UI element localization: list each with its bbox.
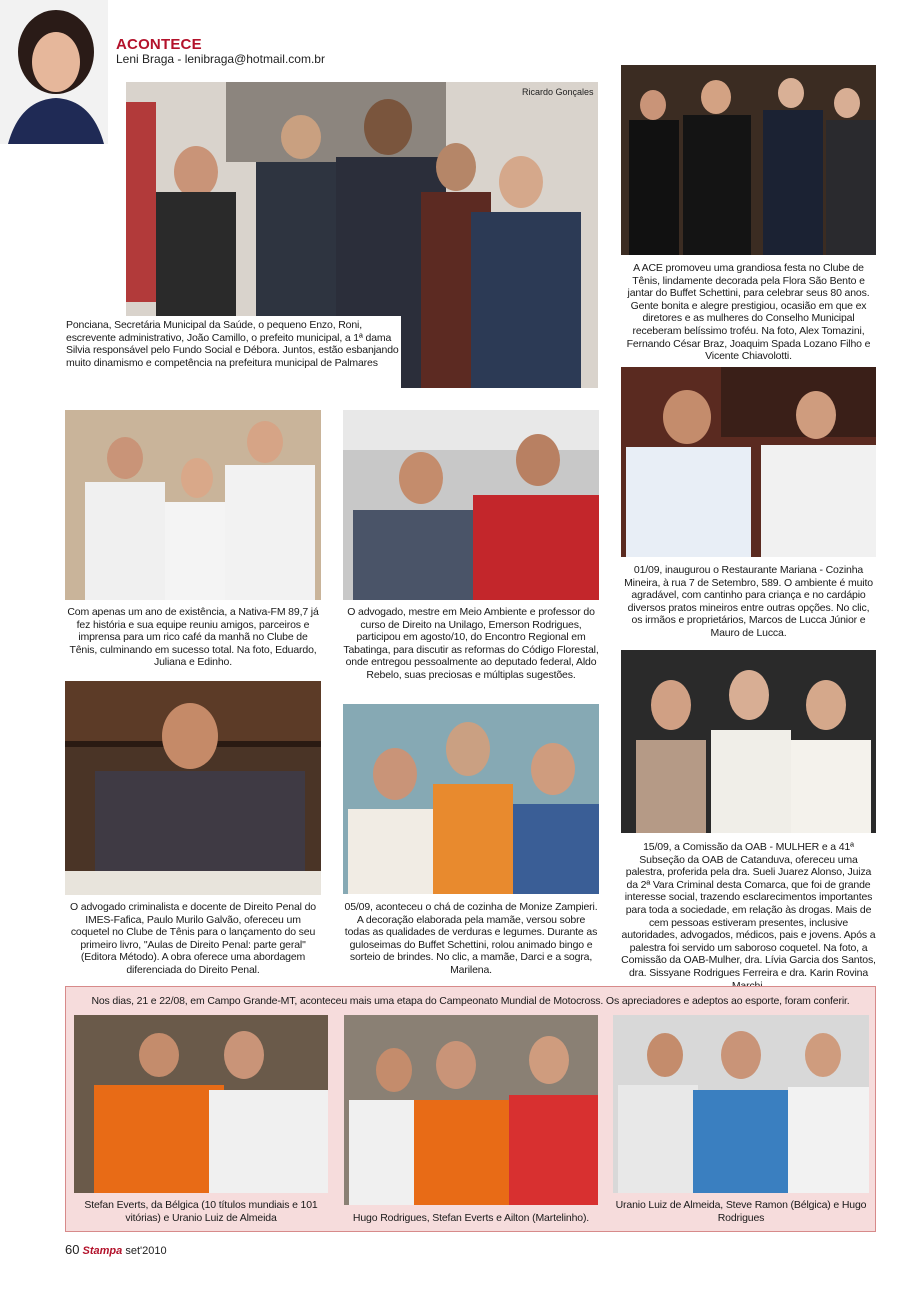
photo-ace-directors <box>621 65 876 255</box>
photo-criminalista <box>65 681 321 895</box>
columnist-byline: Leni Braga - lenibraga@hotmail.com.br <box>116 52 325 66</box>
motocross-box <box>65 986 876 1232</box>
caption-restaurante: 01/09, inaugurou o Restaurante Mariana - Cozinha Mineira, à rua 7 de Setembro, 589. O ambiente é muito agradável, com cantinho para criança e no cardápio diversos pratos mineiros entre outras opções. No clic, os irmãos e proprietários, Marcos de Lucca Júnior e Mauro de Lucca. <box>624 564 873 639</box>
photo-oab-mulher <box>621 650 876 833</box>
columnist-portrait <box>0 0 108 144</box>
photo-cha-de-cozinha <box>343 704 599 894</box>
photo-motocross-2 <box>344 1015 598 1205</box>
caption-criminalista: O advogado criminalista e docente de Direito Penal do IMES-Fafica, Paulo Murilo Galvão, ofereceu um coquetel no Clube de Tênis para o lançamento do seu primeiro livro, "Aulas de Direito Penal: parte geral" (Editora Método). A obra oferece uma abordagem diferenciada do Direito Penal. <box>70 901 316 976</box>
caption-cha: 05/09, aconteceu o chá de cozinha de Monize Zampieri. A decoração elaborada pela mamãe, versou sobre todas as qualidades de verduras e legumes. Durante as guloseimas do Buffet Schettini, rolou animado bingo e sorteio de brindes. No clic, a mamãe, Darci e a sogra, Marilena. <box>344 901 598 976</box>
issue-date: set'2010 <box>125 1245 167 1257</box>
photo-restaurante-mariana <box>621 367 876 557</box>
caption-ace: A ACE promoveu uma grandiosa festa no Clube de Tênis, lindamente decorada pela Flora São Bento e jantar do Buffet Schettini, para celebrar seus 80 anos. Gente bonita e alegre prestigiou, ocasião em que ex diretores e as mulheres do Conselho Municipal receberam belíssimo troféu. Na foto, Alex Tomazini, Fernando César Braz, Joaquim Spada Lozano Filho e Vicente Chiavolotti. <box>626 262 871 363</box>
section-title: ACONTECE <box>116 36 202 53</box>
caption-motocross-1: Stefan Everts, da Bélgica (10 títulos mundiais e 101 vitórias) e Uranio Luiz de Almeida <box>84 1199 318 1224</box>
caption-box-palmares <box>65 316 401 388</box>
page-number: 60 <box>65 1242 80 1257</box>
photo-nativa-fm <box>65 410 321 600</box>
magazine-brand: Stampa <box>82 1245 123 1257</box>
caption-palmares: Ponciana, Secretária Municipal da Saúde, o pequeno Enzo, Roni, escrevente administrativo, João Camillo, o prefeito municipal, a 1ª dama Silvia responsável pelo Fundo Social e Débora. Juntos, estão esbanjando muito dinamismo e competência na prefeitura municipal de Palmares <box>66 319 399 369</box>
photo-credit: Ricardo Gonçales <box>522 87 594 97</box>
motocross-intro: Nos dias, 21 e 22/08, em Campo Grande-MT, aconteceu mais uma etapa do Campeonato Mundial de Motocross. Os apreciadores e adeptos ao esporte, foram conferir. <box>91 995 850 1007</box>
photo-motocross-3 <box>613 1015 869 1193</box>
caption-motocross-2: Hugo Rodrigues, Stefan Everts e Ailton (Martelinho). <box>352 1212 590 1224</box>
caption-oab: 15/09, a Comissão da OAB - MULHER e a 41ª Subseção da OAB de Catanduva, ofereceu uma palestra, proferida pela dra. Sueli Juarez Alonso, Juiza da 2ª Vara Criminal desta Comarca, que foi de grande interesse social, trazendo esclarecimentos importantes para toda a sociedade, em relação às drogas. Mais de cem pessoas estiveram presentes, inclusive autoridades, advogados, médicos, pais e jovens. Após a palestra foi servido um saboroso coquetel. Na foto, a Comissão da OAB-Mulher, dra. Lívia Garcia dos Santos, dra. Sissyane Rodrigues Ferreira e dra. Karin Rovina <box>621 841 876 979</box>
page-footer <box>65 1242 167 1257</box>
caption-motocross-3: Uranio Luiz de Almeida, Steve Ramon (Bélgica) e Hugo Rodrigues <box>615 1199 867 1224</box>
caption-nativa: Com apenas um ano de existência, a Nativa-FM 89,7 já fez história e sua equipe reuniu amigos, parceiros e imprensa para um rico café da manhã no Clube de Tênis, culminando em sucesso total. Na foto, Eduardo, Juliana e Edinho. <box>67 606 319 669</box>
photo-advogado-mestre <box>343 410 599 600</box>
caption-advogado-mestre: O advogado, mestre em Meio Ambiente e professor do curso de Direito na Unilago, Emerson Rodrigues, participou em agosto/10, do Encontro Regional em Tabatinga, para discutir as reformas do Código Florestal, onde entregou pessoalmente ao deputado federal, Aldo Rebelo, suas preciosas e múltiplas sugestões. <box>343 606 599 681</box>
photo-motocross-1 <box>74 1015 328 1193</box>
